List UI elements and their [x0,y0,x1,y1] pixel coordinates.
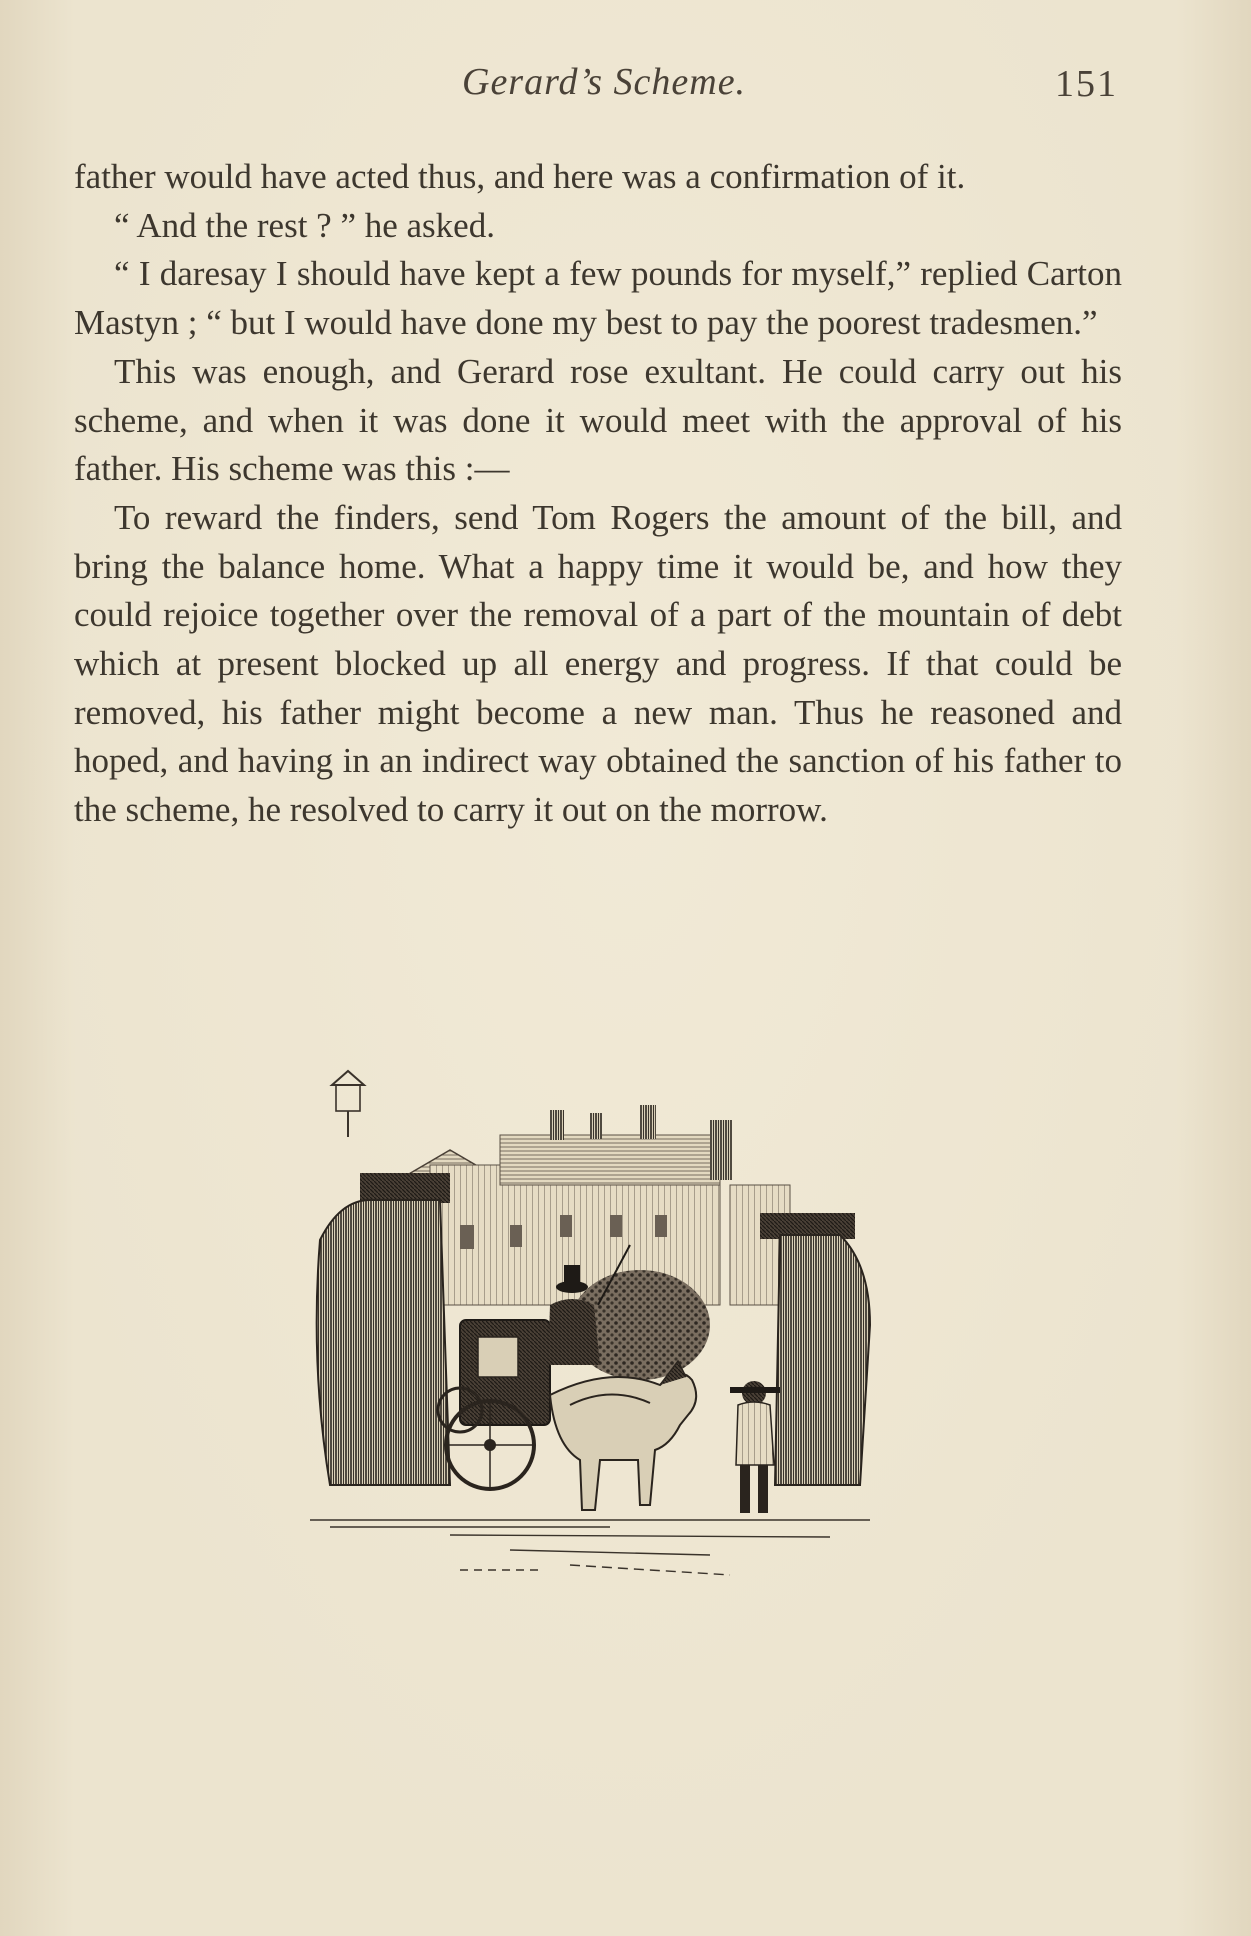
gate-lamp [332,1071,364,1137]
horse [550,1361,696,1510]
paragraph-2: “ And the rest ? ” he asked. [114,205,495,245]
body-text [74,153,1122,835]
ground-lines [310,1520,870,1575]
running-title: Gerard’s Scheme. [462,61,747,103]
paragraph-1: father would have acted thus, and here was a confirmation of it. [74,157,966,196]
background-buildings [390,1105,790,1305]
paragraph-5: To reward the finders, send Tom Rogers the amount of the bill, and bring the balance home. What a happy time it would be, and how they could rejoice together over the removal of a part of the mountain of debt which at present blocked up all energy and progress. If that could be removed, his father might become a new man. Thus he reasoned and hoped, and having in an indirect way obtained the sanction of his father to the scheme, he resolved to carry it out on the morrow. [74,497,1122,830]
engraving-illustration [310,1065,910,1640]
boy-figure [730,1381,780,1513]
page-number: 151 [1055,63,1118,105]
left-gate-pillar [317,1173,450,1485]
paragraph-4: This was enough, and Gerard rose exultant. He could carry out his scheme, and when it was done it would meet with the approval of his father. His scheme was this :— [74,351,1122,489]
running-head [0,60,1251,110]
paragraph-3: “ I daresay I should have kept a few pounds for myself,” replied Carton Mastyn ; “ but I would have done my best to pay the poorest tradesmen.” [74,254,1122,343]
